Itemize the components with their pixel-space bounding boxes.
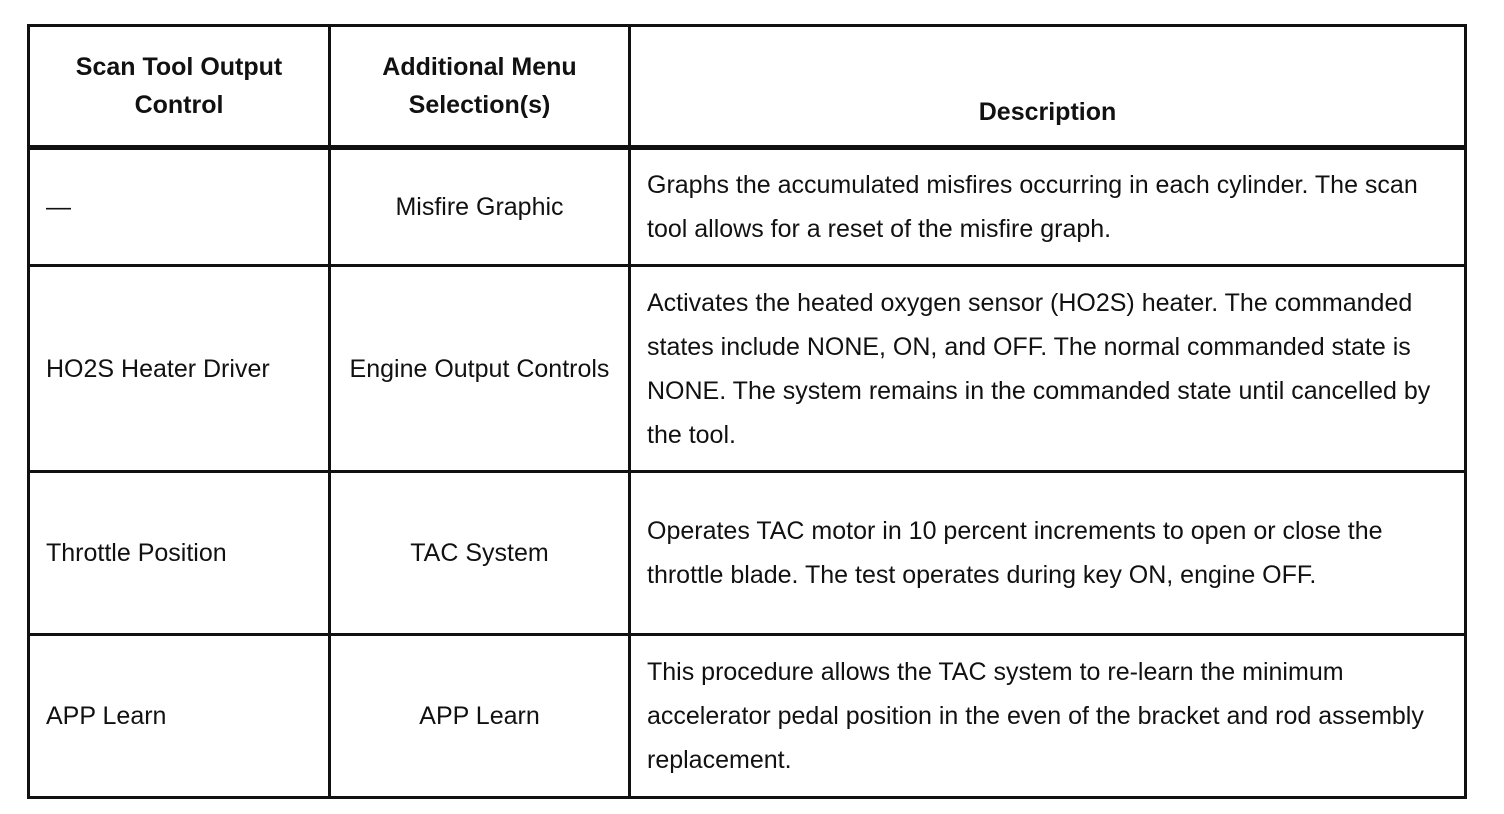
header-description: Description <box>630 26 1466 148</box>
cell-description: Operates TAC motor in 10 percent increments to open or close the throttle blade. The test operates during key ON, engine OFF. <box>630 472 1466 635</box>
header-menu-selection: Additional Menu Selection(s) <box>330 26 630 148</box>
header-row <box>29 26 1466 148</box>
table-row <box>29 148 1466 266</box>
output-controls-table-container <box>27 24 1464 799</box>
table-row <box>29 635 1466 798</box>
table-row <box>29 472 1466 635</box>
table-row <box>29 266 1466 472</box>
header-output-control: Scan Tool Output Control <box>29 26 330 148</box>
cell-menu-selection: TAC System <box>330 472 630 635</box>
cell-output-control: APP Learn <box>29 635 330 798</box>
cell-description: This procedure allows the TAC system to re-learn the minimum accelerator pedal position in the even of the bracket and rod assembly replacement. <box>630 635 1466 798</box>
cell-output-control: Throttle Position <box>29 472 330 635</box>
cell-menu-selection: Engine Output Controls <box>330 266 630 472</box>
cell-output-control: HO2S Heater Driver <box>29 266 330 472</box>
cell-output-control: — <box>29 148 330 266</box>
cell-menu-selection: Misfire Graphic <box>330 148 630 266</box>
output-controls-table <box>27 24 1467 799</box>
cell-description: Graphs the accumulated misfires occurring in each cylinder. The scan tool allows for a reset of the misfire graph. <box>630 148 1466 266</box>
cell-menu-selection: APP Learn <box>330 635 630 798</box>
cell-description: Activates the heated oxygen sensor (HO2S) heater. The commanded states include NONE, ON, and OFF. The normal commanded state is NONE. The system remains in the commanded state until cancelled by the tool. <box>630 266 1466 472</box>
